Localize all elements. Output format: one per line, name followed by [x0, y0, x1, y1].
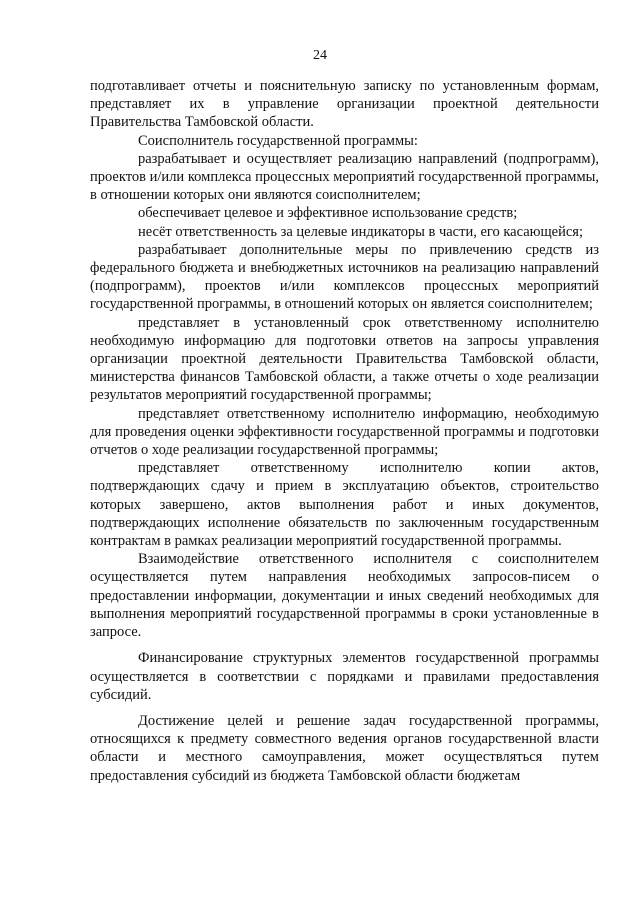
paragraph: Взаимодействие ответственного исполнителя с соисполнителем осуществляется путем направления необходимых запросов-писем о предоставлении информации, документации и иных сведений необходимых для выполнения мероприятий государственной программы в сроки установленные в запросе. [90, 551, 599, 641]
paragraph: несёт ответственность за целевые индикаторы в части, его касающейся; [138, 223, 583, 240]
paragraph: представляет ответственному исполнителю информацию, необходимую для проведения оценки эффективности государственной программы и подготовки отчетов о ходе реализации государственной программы; [90, 405, 599, 459]
paragraph: Достижение целей и решение задач государственной программы, относящихся к предмету совместного ведения органов государственной власти области и местного самоуправления, может осуществляться путем предоставления субсидий из бюджета Тамбовской области бюджетам [90, 712, 599, 784]
paragraph: разрабатывает дополнительные меры по привлечению средств из федерального бюджета и внебюджетных источников на реализацию направлений (подпрограмм), проектов и/или комплексов процессных мероприятий государственной программы, в отношений которых он является соисполнителем; [90, 241, 599, 313]
paragraph: представляет в установленный срок ответственному исполнителю необходимую информацию для подготовки ответов на запросы управления организации проектной деятельности Правительства Тамбовской области, министерства финансов Тамбовской области, а также отчеты о ходе реализации результатов мероприятий государственной программы; [90, 314, 599, 404]
paragraph: Финансирование структурных элементов государственной программы осуществляется в соответствии с порядками и правилами предоставления субсидий. [90, 650, 599, 703]
document-body [90, 77, 599, 785]
paragraph: обеспечивает целевое и эффективное использование средств; [138, 205, 518, 222]
paragraph: Соисполнитель государственной программы: [138, 132, 418, 149]
page-number: 24 [313, 48, 327, 63]
paragraph: подготавливает отчеты и пояснительную записку по установленным формам, представляет их в управление организации проектной деятельности Правительства Тамбовской области. [90, 78, 599, 131]
paragraph: представляет ответственному исполнителю копии актов, подтверждающих сдачу и прием в эксплуатацию объектов, строительство которых завершено, актов выполнения работ и иных документов, подтверждающих исполнение обязательств по заключенным государственным контрактам в рамках реализации мероприятий государственной программы. [90, 460, 599, 550]
paragraph: разрабатывает и осуществляет реализацию направлений (подпрограмм), проектов и/или комплекса процессных мероприятий государственной программы, в отношении которых они являются соисполнителем; [90, 150, 599, 204]
